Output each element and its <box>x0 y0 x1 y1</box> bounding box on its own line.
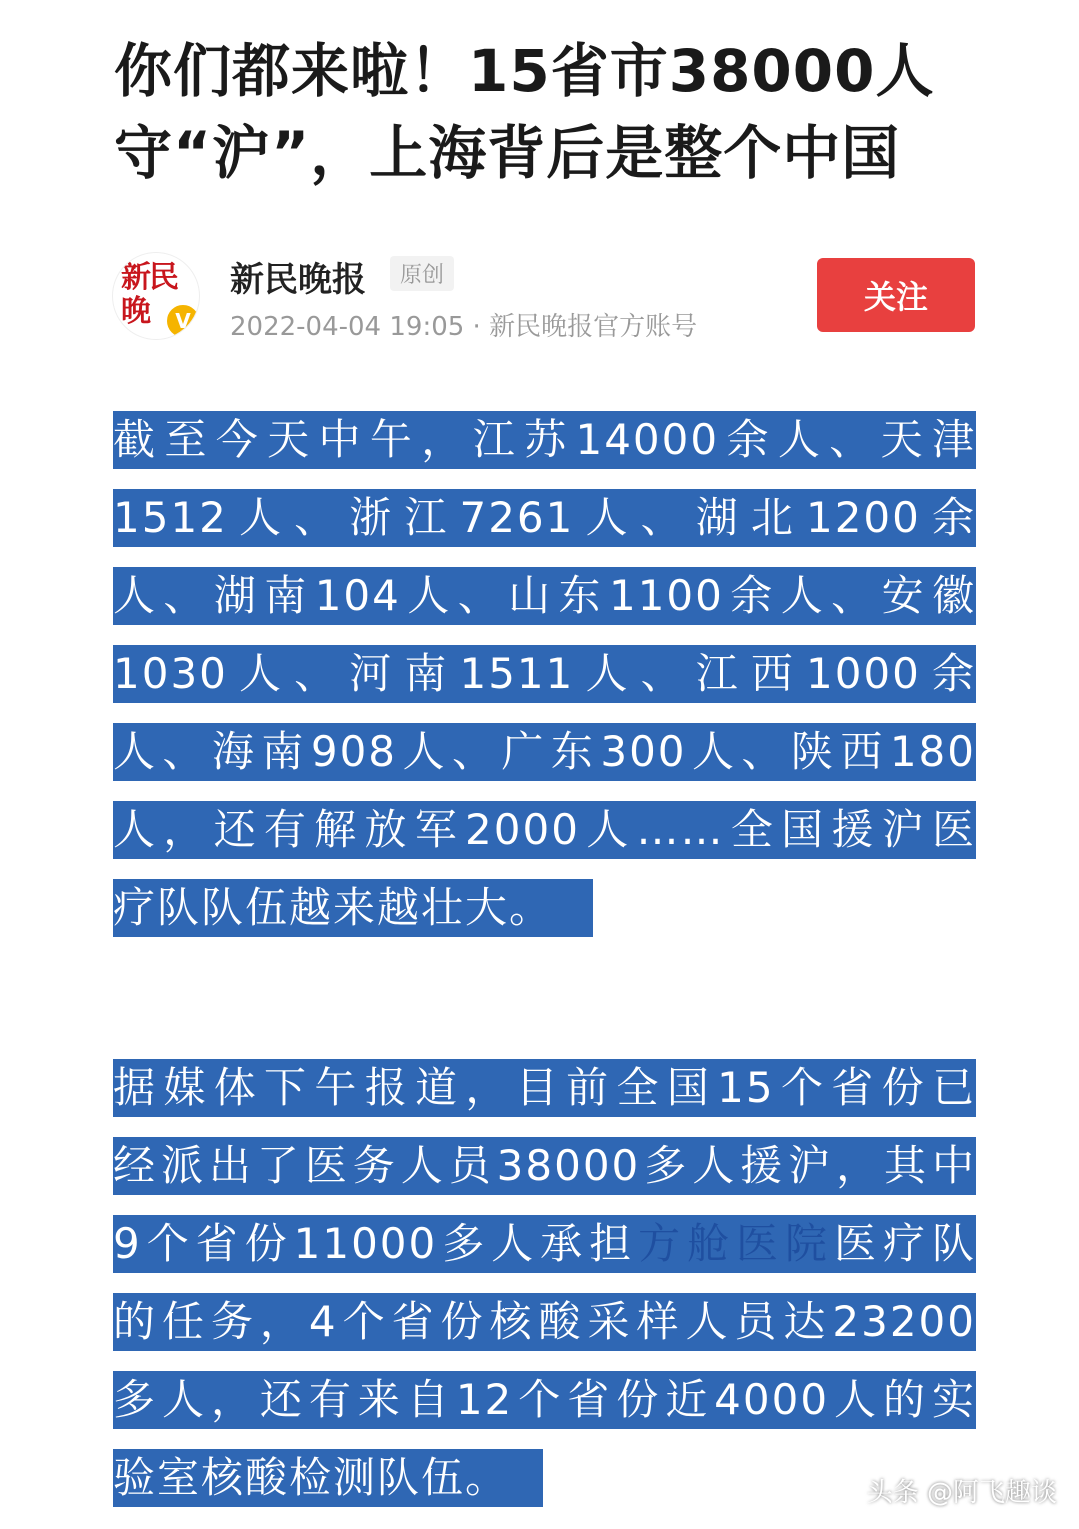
source-watermark: 头条 @阿飞趣谈 <box>866 1478 1057 1508</box>
author-name[interactable]: 新民晚报 <box>230 260 366 300</box>
paragraph-line: 经派出了医务人员38000多人援沪，其中 <box>113 1137 976 1195</box>
publish-meta: 2022-04-04 19:05 · 新民晚报官方账号 <box>230 312 698 342</box>
article-title-line-2: 守“沪”，上海背后是整个中国 <box>114 119 901 187</box>
author-bar <box>112 250 978 342</box>
paragraph-1 <box>113 411 976 957</box>
paragraph-line: 的任务，4个省份核酸采样人员达23200 <box>113 1293 976 1351</box>
paragraph-line: 人、海南908人、广东300人、陕西180 <box>113 723 976 781</box>
publisher-logo: 新民晚 <box>121 260 177 329</box>
fangcang-hospital-link[interactable]: 方舱医院 <box>638 1219 835 1268</box>
paragraph-line: 1030人、河南1511人、江西1000余 <box>113 645 976 703</box>
line-text: 9个省份11000多人承担 <box>113 1219 639 1268</box>
article-title <box>114 30 994 194</box>
paragraph-2 <box>113 1059 976 1527</box>
paragraph-line: 人，还有解放军2000人……全国援沪医 <box>113 801 976 859</box>
verified-icon: V <box>165 303 200 339</box>
paragraph-line: 据媒体下午报道，目前全国15个省份已 <box>113 1059 976 1117</box>
original-badge: 原创 <box>390 256 454 291</box>
paragraph-line: 1512人、浙江7261人、湖北1200余 <box>113 489 976 547</box>
paragraph-line-with-link <box>113 1215 976 1273</box>
article-title-line-1: 你们都来啦！15省市38000人 <box>114 37 935 105</box>
paragraph-line: 多人，还有来自12个省份近4000人的实 <box>113 1371 976 1429</box>
paragraph-line: 人、湖南104人、山东1100余人、安徽 <box>113 567 976 625</box>
paragraph-line: 疗队队伍越来越壮大。 <box>113 879 593 937</box>
paragraph-line: 验室核酸检测队伍。 <box>113 1449 543 1507</box>
line-text: 医疗队 <box>834 1219 976 1268</box>
follow-button[interactable]: 关注 <box>817 258 975 332</box>
avatar[interactable] <box>112 252 200 340</box>
paragraph-line: 截至今天中午，江苏14000余人、天津 <box>113 411 976 469</box>
